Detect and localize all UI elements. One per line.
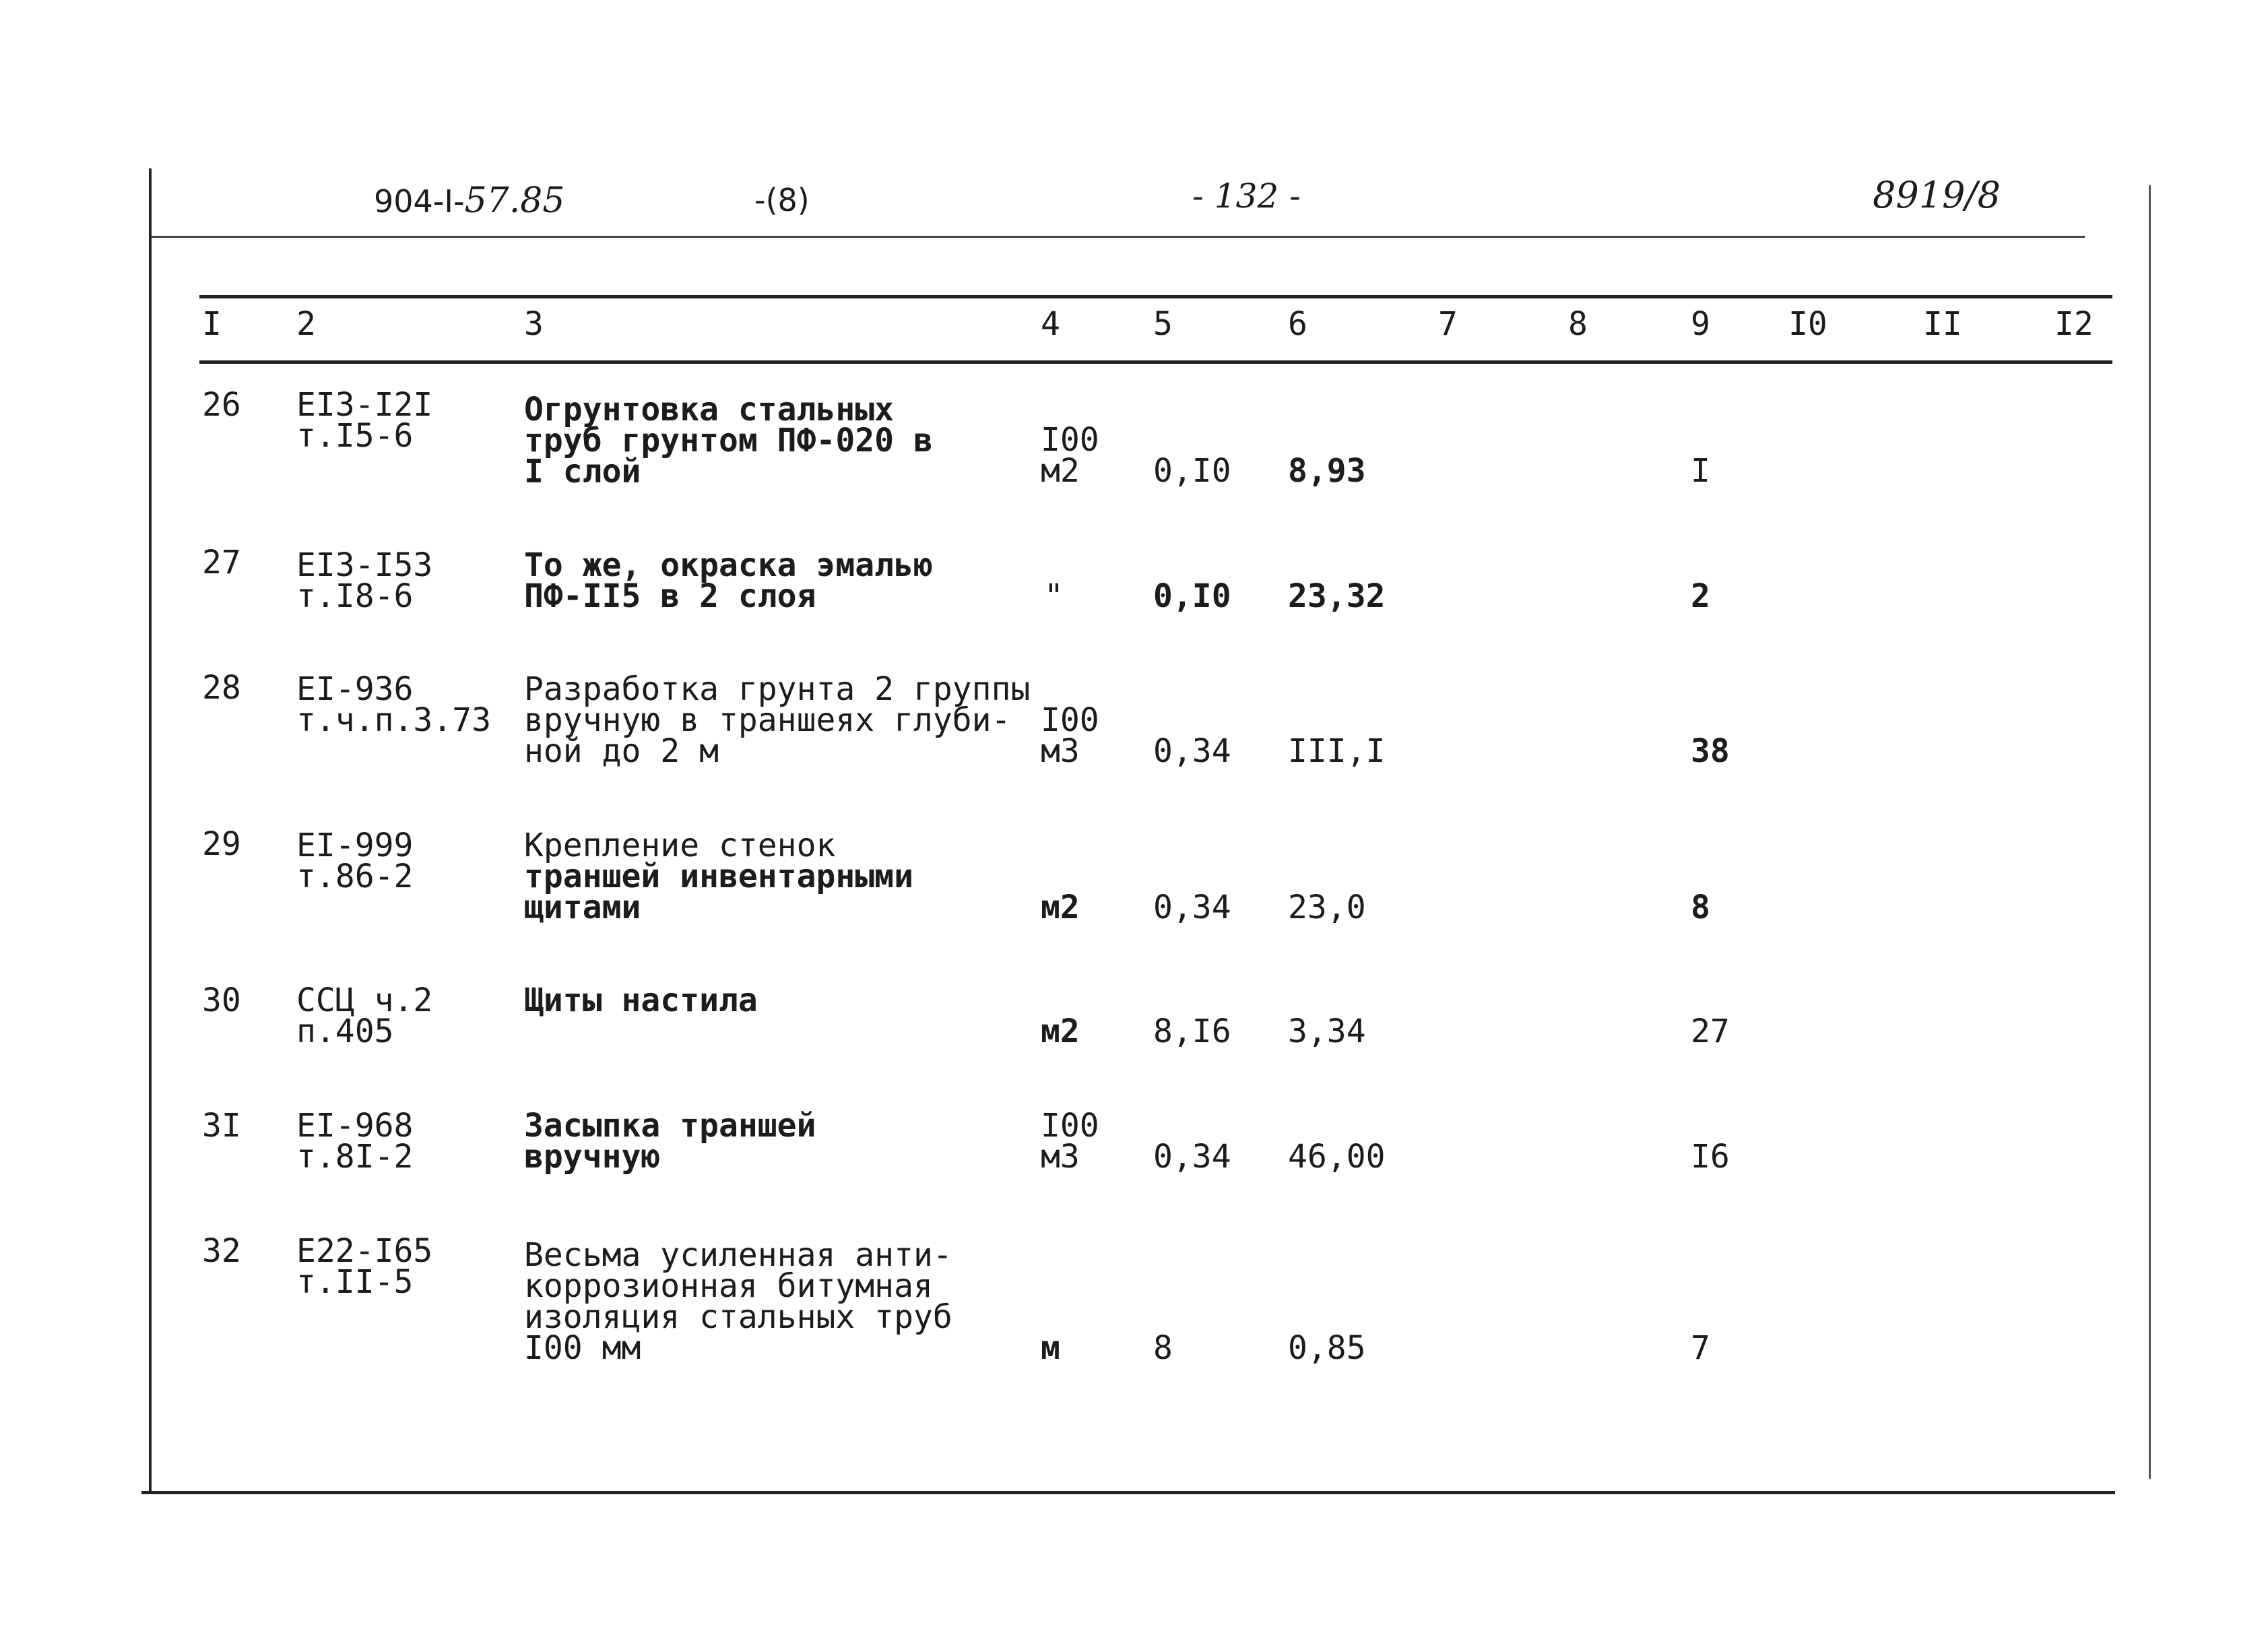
row-name-line1: Огрунтовка стальных	[524, 391, 895, 428]
header-underline	[152, 236, 2085, 238]
inventory-number: 8919/8	[1873, 174, 2001, 216]
row-number: 30	[202, 982, 241, 1019]
row-quantity: 0,I0	[1153, 577, 1231, 615]
row-code-line2: т.I5-6	[296, 417, 414, 455]
row-quantity: 0,34	[1153, 732, 1231, 770]
row-name-line3: щитами	[524, 889, 641, 926]
row-code-line1: ССЦ ч.2	[296, 982, 433, 1019]
row-code-line1: E22-I65	[296, 1232, 433, 1270]
row-code-line2: т.I8-6	[296, 577, 414, 615]
row-number: 27	[202, 544, 241, 581]
row-price: III,I	[1288, 732, 1386, 770]
row-code-line2: т.ч.п.3.73	[296, 701, 491, 739]
document-code	[374, 181, 564, 221]
row-name-line1: Крепление стенок	[524, 827, 836, 864]
row-price: 0,85	[1288, 1329, 1366, 1367]
col-header-11: II	[1923, 305, 1962, 343]
row-col9-value: I	[1691, 452, 1710, 490]
row-number: 28	[202, 669, 241, 707]
row-unit-ditto: "	[1044, 577, 1064, 615]
row-col9-value: I6	[1691, 1138, 1730, 1176]
col-header-8: 8	[1568, 305, 1588, 343]
col-header-9: 9	[1691, 305, 1710, 343]
row-name-line3: изоляция стальных труб	[524, 1298, 952, 1336]
row-unit-line1: I00	[1041, 701, 1099, 739]
row-number: 32	[202, 1232, 241, 1270]
col-header-12: I2	[2054, 305, 2094, 343]
row-name-line2: труб грунтом ПФ-020 в	[524, 422, 933, 459]
row-unit-line2: м2	[1041, 452, 1080, 490]
row-name-line1: Разработка грунта 2 группы	[524, 670, 1031, 708]
row-quantity: 0,34	[1153, 1138, 1231, 1176]
row-code-line2: т.8I-2	[296, 1138, 414, 1176]
row-name-line2: ПФ-II5 в 2 слоя	[524, 577, 816, 615]
col-header-2: 2	[296, 305, 316, 343]
row-name-line3: ной до 2 м	[524, 732, 719, 770]
row-unit-line1: I00	[1041, 421, 1099, 459]
bottom-rule	[141, 1491, 2115, 1494]
row-code-line2: т.86-2	[296, 858, 414, 895]
row-unit-line2: м3	[1041, 732, 1080, 770]
right-border	[2149, 185, 2151, 1479]
row-col9-value: 2	[1691, 577, 1710, 615]
document-code-handwritten: 57.85	[464, 181, 565, 221]
row-name-line1: Щиты настила	[524, 982, 758, 1019]
table-header-rule	[199, 360, 2112, 364]
row-price: 23,32	[1288, 577, 1386, 615]
row-name-line1: То же, окраска эмалью	[524, 546, 933, 584]
row-name-line2: вручную	[524, 1138, 661, 1176]
row-code-line1: EI-968	[296, 1107, 414, 1145]
row-price: 8,93	[1288, 452, 1366, 490]
col-header-10: I0	[1788, 305, 1827, 343]
left-border	[149, 168, 152, 1493]
row-price: 3,34	[1288, 1013, 1366, 1050]
row-number: 29	[202, 825, 241, 863]
row-col9-value: 8	[1691, 889, 1710, 926]
row-unit-line1: I00	[1041, 1107, 1099, 1145]
row-unit: м2	[1041, 1013, 1080, 1050]
row-unit: м	[1041, 1329, 1060, 1367]
row-code-line1: EI3-I2I	[296, 386, 433, 424]
col-header-1: I	[202, 305, 222, 343]
row-unit-line2: м3	[1041, 1138, 1080, 1176]
row-name-line3: I слой	[524, 453, 641, 490]
row-price: 23,0	[1288, 889, 1366, 926]
row-quantity: 8	[1153, 1329, 1173, 1367]
col-header-4: 4	[1041, 305, 1060, 343]
row-code-line1: EI-999	[296, 827, 414, 864]
page-number: - 132 -	[1192, 177, 1301, 216]
row-name-line1: Засыпка траншей	[524, 1107, 816, 1145]
col-header-7: 7	[1438, 305, 1458, 343]
row-number: 26	[202, 386, 241, 424]
row-name-line1: Весьма усиленная анти-	[524, 1236, 952, 1274]
row-col9-value: 38	[1691, 732, 1730, 770]
row-number: 3I	[202, 1107, 241, 1145]
row-price: 46,00	[1288, 1138, 1386, 1176]
document-code-printed: 904-I-	[374, 183, 465, 220]
row-quantity: 0,I0	[1153, 452, 1231, 490]
row-code-line1: EI-936	[296, 670, 414, 708]
row-name-line2: траншей инвентарными	[524, 858, 913, 895]
row-name-line2: вручную в траншеях глуби-	[524, 701, 1011, 739]
row-col9-value: 27	[1691, 1013, 1730, 1050]
row-code-line2: т.II-5	[296, 1263, 414, 1301]
row-code-line1: EI3-I53	[296, 546, 433, 584]
col-header-3: 3	[524, 305, 544, 343]
row-quantity: 8,I6	[1153, 1013, 1231, 1050]
sheet-number: -(8)	[754, 182, 810, 218]
table-top-rule	[199, 295, 2112, 298]
col-header-5: 5	[1153, 305, 1173, 343]
col-header-6: 6	[1288, 305, 1307, 343]
row-col9-value: 7	[1691, 1329, 1710, 1367]
row-quantity: 0,34	[1153, 889, 1231, 926]
row-name-line2: коррозионная битумная	[524, 1267, 933, 1305]
row-name-line4: I00 мм	[524, 1329, 641, 1367]
row-code-line2: п.405	[296, 1013, 394, 1050]
row-unit: м2	[1041, 889, 1080, 926]
